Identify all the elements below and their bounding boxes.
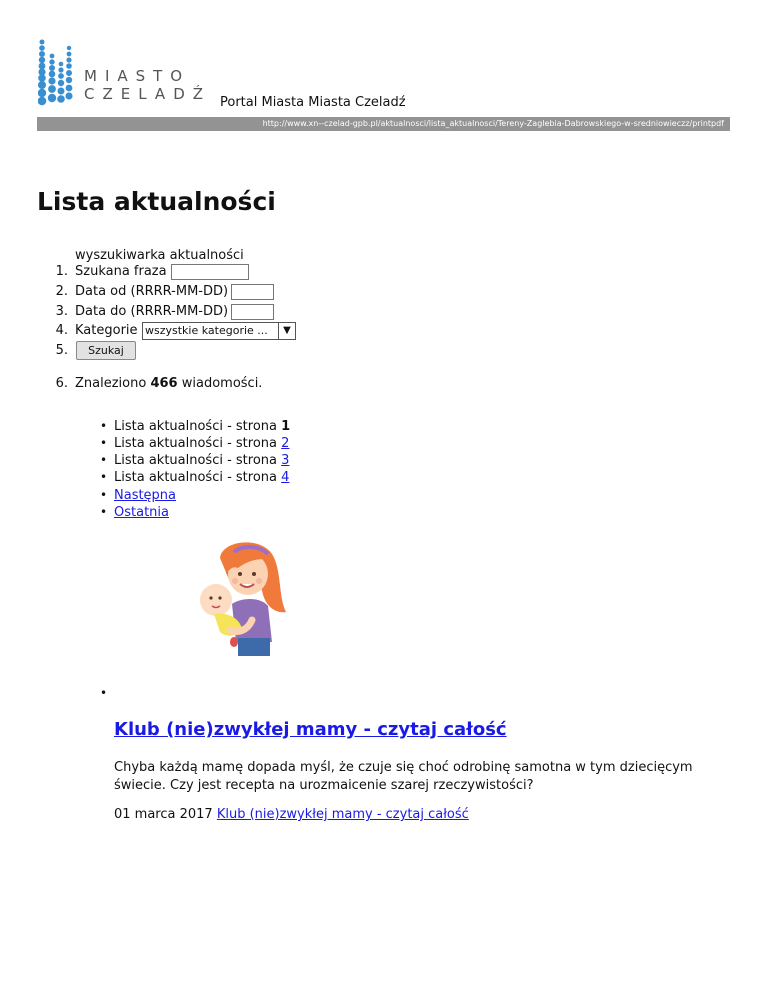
pager-label [114,418,290,435]
list-number: 1. [55,264,68,279]
pager-text: Lista aktualności - strona [114,453,278,468]
page-url: http://www.xn--czelad-gpb.pl/aktualnosci/lista_aktualnosci/Tereny-Zaglebia-Dabrowskiego-w-sredniowieczz/printpdf [262,119,724,128]
mother-with-baby-illustration[interactable] [190,538,294,656]
results-prefix: Znaleziono [75,376,147,391]
pager-text: Lista aktualności - strona [114,470,278,485]
logo-text-line1: MIASTO [84,67,191,85]
logo-dots-icon [38,38,74,106]
page-url-bar [37,117,730,131]
date-from-label: Data od (RRRR-MM-DD) [75,284,229,299]
list-number: 2. [55,284,68,299]
results-number: 466 [150,376,178,391]
pager-link-page-2[interactable]: 2 [281,436,290,451]
pager-label [114,435,289,452]
list-bullet: • [100,686,108,700]
news-lead: Chyba każdą mamę dopada myśl, że czuje się choć odrobinę samotna w tym dziecięcym świecie. Czy jest recepta na urozmaicenie szarej rzeczywistości? [114,760,693,793]
results-suffix: wiadomości. [181,376,263,391]
category-label: Kategorie [75,323,138,338]
list-bullet: • [100,419,108,433]
list-bullet: • [100,505,108,519]
list-bullet: • [100,453,108,467]
news-title-link[interactable]: Klub (nie)zwykłej mamy - czytaj całość [114,719,507,740]
search-phrase-label: Szukana fraza [75,264,167,279]
list-number: 3. [55,304,68,319]
results-text [75,375,262,393]
pager-text: Lista aktualności - strona [114,436,278,451]
list-bullet: • [100,436,108,450]
date-to-input[interactable] [231,304,274,320]
chevron-down-icon[interactable]: ▼ [278,323,295,339]
pager-link-page-4[interactable]: 4 [281,470,290,485]
pager-label [114,469,289,486]
news-meta [114,806,469,824]
search-phrase-input[interactable] [171,264,249,280]
pager-link-page-3[interactable]: 3 [281,453,290,468]
news-read-more-link[interactable]: Klub (nie)zwykłej mamy - czytaj całość [216,807,469,822]
pager-last-link[interactable]: Ostatnia [114,505,169,520]
list-number: 5. [55,343,68,358]
news-date: 01 marca 2017 [114,807,213,822]
category-select[interactable] [142,322,296,340]
logo-text-line2: CZELADŹ [84,85,212,103]
pager-current-page: 1 [281,419,291,434]
page-title: Lista aktualności [37,187,276,216]
search-button[interactable]: Szukaj [76,341,136,360]
site-logo[interactable] [38,38,218,108]
search-form-caption: wyszukiwarka aktualności [75,248,244,263]
list-bullet: • [100,488,108,502]
pager-text: Lista aktualności - strona [114,419,278,434]
list-number: 4. [55,323,68,338]
date-from-input[interactable] [231,284,274,300]
portal-title: Portal Miasta Miasta Czeladź [220,95,406,110]
list-bullet: • [100,470,108,484]
list-number: 6. [55,376,68,391]
news-title [114,718,507,742]
pager-label [114,452,289,469]
date-to-label: Data do (RRRR-MM-DD) [75,304,229,319]
pager-next-link[interactable]: Następna [114,488,177,503]
category-select-value: wszystkie kategorie ... [145,324,268,337]
